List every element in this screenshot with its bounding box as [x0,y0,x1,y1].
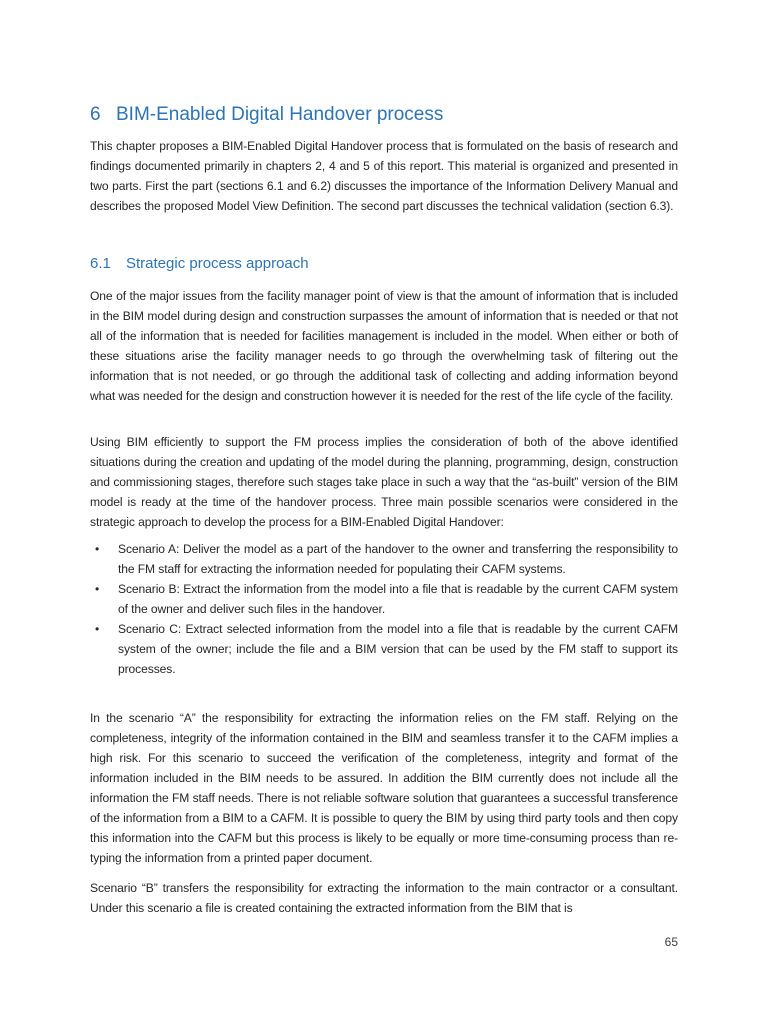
body-paragraph-1: One of the major issues from the facility manager point of view is that the amount of information that is included in the BIM model during design and construction surpasses the amount of information that is needed or that not all of the information that is needed for facilities management is included in the model. When either or both of these situations arise the facility manager needs to go through the overwhelming task of filtering out the information that is not needed, or go through the additional task of collecting and adding information beyond what was needed for the design and construction however it is needed for the rest of the life cycle of the facility. [90,289,678,403]
list-item [90,539,678,579]
chapter-number: 6 [90,104,101,125]
list-item [90,619,678,679]
chapter-title: BIM-Enabled Digital Handover process [116,104,444,125]
list-item-text: Scenario C: Extract selected information from the model into a file that is readable by the current CAFM system of the owner; include the file and a BIM version that can be used by the FM staff to support its processes. [118,622,678,676]
chapter-intro-paragraph: This chapter proposes a BIM-Enabled Digital Handover process that is formulated on the basis of research and findings documented primarily in chapters 2, 4 and 5 of this report. This material is organized and presented in two parts. First the part (sections 6.1 and 6.2) discusses the importance of the Information Delivery Manual and describes the proposed Model View Definition. The second part discusses the technical validation (section 6.3). [90,139,678,213]
section-title: Strategic process approach [126,255,309,272]
chapter-heading [90,103,678,127]
list-item [90,579,678,619]
page-number: 65 [664,935,678,949]
section-heading [90,254,678,274]
body-paragraph-2: Using BIM efficiently to support the FM process implies the consideration of both of the above identified situations during the creation and updating of the model during the planning, programming, design, construction and commissioning stages, therefore such stages take place in such a way that the “as-built” version of the BIM model is ready at the time of the handover process. Three main possible scenarios were considered in the strategic approach to develop the process for a BIM-Enabled Digital Handover: [90,435,678,529]
document-page [90,0,678,1024]
bullet-icon: • [95,542,100,556]
list-item-text: Scenario A: Deliver the model as a part of the handover to the owner and transferring the responsibility to the FM staff for extracting the information needed for populating their CAFM systems. [118,542,678,576]
body-paragraph-4: Scenario “B” transfers the responsibility for extracting the information to the main contractor or a consultant. Under this scenario a file is created containing the extracted information from the BIM that is [90,881,678,915]
section-number: 6.1 [90,255,111,272]
bullet-icon: • [95,582,100,596]
body-paragraph-3: In the scenario “A” the responsibility for extracting the information relies on the FM staff. Relying on the completeness, integrity of the information contained in the BIM and seamless transfer it to the CAFM implies a high risk. For this scenario to succeed the verification of the completeness, integrity and format of the information included in the BIM needs to be assured. In addition the BIM currently does not include all the information the FM staff needs. There is not reliable software solution that guarantees a successful transference of the information from a BIM to a CAFM. It is possible to query the BIM by using third party tools and then copy this information into the CAFM but this process is likely to be equally or more time-consuming process than re-typing the information from a printed paper document. [90,711,678,865]
scenario-list [90,539,678,679]
list-item-text: Scenario B: Extract the information from the model into a file that is readable by the current CAFM system of the owner and deliver such files in the handover. [118,582,678,616]
bullet-icon: • [95,622,100,636]
